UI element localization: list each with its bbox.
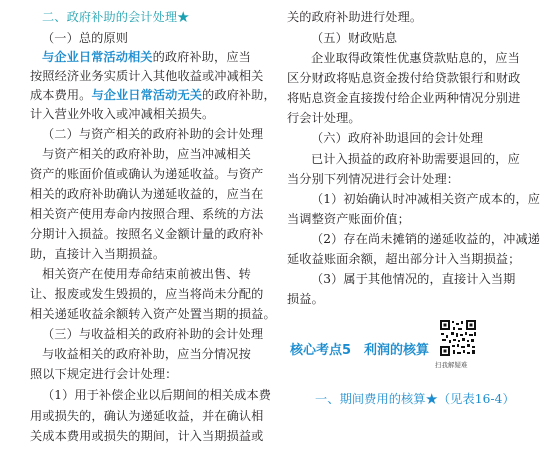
- paragraph-line: 关成本费用或损失的期间，计入当期损益或: [30, 429, 264, 443]
- paragraph-line: 照以下规定进行会计处理：: [30, 367, 178, 381]
- paragraph-line: （1）初始确认时冲减相关资产成本的，应: [311, 192, 541, 206]
- highlight-daily-related: 与企业日常活动相关: [42, 50, 153, 64]
- paragraph-line: 当调整资产账面价值；: [287, 212, 410, 226]
- subheading-general-principle: （一）总的原则: [42, 31, 129, 45]
- section-heading-period-expenses: 一、期间费用的核算★（见表16-4）: [315, 392, 515, 406]
- paragraph-line: 延收益账面余额，超出部分计入当期损益；: [287, 252, 521, 266]
- paragraph-line: 将贴息资金直接拨付给企业两种情况分别进: [287, 91, 521, 105]
- paragraph-line: [42, 49, 251, 65]
- subheading-income-related: （三）与收益相关的政府补助的会计处理: [42, 327, 264, 341]
- paragraph-line: （2）存在尚未摊销的递延收益的，冲减递: [311, 232, 541, 246]
- paragraph-line: 与收益相关的政府补助，应当分情况按: [42, 347, 251, 361]
- paragraph-line: 关的政府补助进行处理。: [287, 10, 423, 24]
- paragraph-line: 区分财政将贴息资金拨付给贷款银行和财政: [287, 71, 521, 85]
- core-topic-block: [287, 332, 541, 372]
- paragraph-line: 相关资产使用寿命内按照合理、系统的方法: [30, 207, 264, 221]
- paragraph-line: 相关资产在使用寿命结束前被出售、转: [42, 267, 251, 281]
- paragraph-line: 企业取得政策性优惠贷款贴息的，应当: [311, 51, 520, 65]
- paragraph-line: 已计入损益的政府补助需要退回的，应: [311, 152, 520, 166]
- paragraph-line: 资产的账面价值或确认为递延收益。与资产: [30, 167, 264, 181]
- paragraph-line: 用或损失的，确认为递延收益，并在确认相: [30, 409, 264, 423]
- qr-label: 扫我解疑难: [435, 361, 468, 369]
- subheading-asset-related: （二）与资产相关的政府补助的会计处理: [42, 127, 264, 141]
- paragraph-line: 与资产相关的政府补助，应当冲减相关: [42, 147, 251, 161]
- paragraph-line: 当分别下列情况进行会计处理：: [287, 172, 460, 186]
- section-heading-2: 二、政府补助的会计处理★: [42, 10, 190, 24]
- paragraph-line: [30, 87, 276, 103]
- text-run: 成本费用。: [30, 88, 92, 102]
- paragraph-line: 助，直接计入当期损益。: [30, 247, 166, 261]
- paragraph-line: 损益。: [287, 292, 324, 306]
- subheading-refund: （六）政府补助退回的会计处理: [311, 131, 484, 145]
- qr-code-icon[interactable]: [439, 319, 477, 357]
- highlight-daily-unrelated: 与企业日常活动无关: [91, 88, 203, 102]
- text-run: 的政府补助，应当: [152, 50, 251, 64]
- subheading-interest-subsidy: （五）财政贴息: [311, 31, 398, 45]
- paragraph-line: 相关递延收益余额转入资产处置当期的损益。: [30, 307, 276, 321]
- paragraph-line: 让、报废或发生毁损的，应当将尚未分配的: [30, 287, 264, 301]
- paragraph-line: 按照经济业务实质计入其他收益或冲减相关: [30, 69, 264, 83]
- paragraph-line: 分期计入损益。按照名义金额计量的政府补: [30, 227, 264, 241]
- core-topic-title: 核心考点5 利润的核算: [290, 343, 430, 358]
- paragraph-line: 行会计处理。: [287, 111, 361, 125]
- text-run: 的政府补助，: [202, 88, 276, 102]
- paragraph-line: （1）用于补偿企业以后期间的相关成本费: [42, 388, 272, 402]
- paragraph-line: 计入营业外收入或冲减相关损失。: [30, 107, 215, 121]
- paragraph-line: 相关的政府补助确认为递延收益的，应当在: [30, 187, 264, 201]
- paragraph-line: （3）属于其他情况的，直接计入当期: [311, 272, 516, 286]
